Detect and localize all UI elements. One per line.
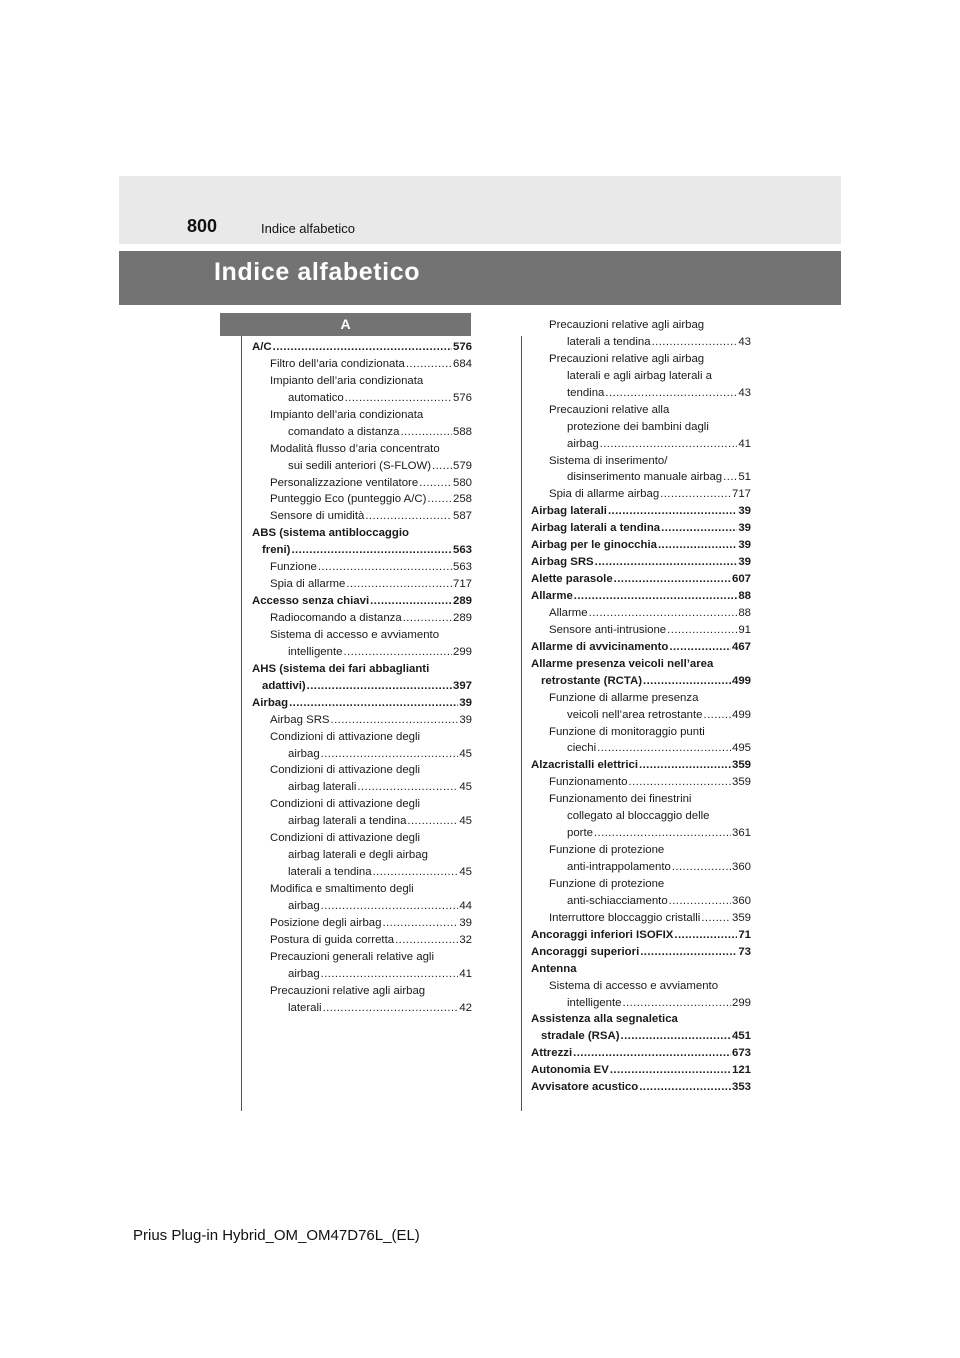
- index-entry: [531, 842, 751, 859]
- leader-dots: [357, 779, 458, 796]
- index-entry-text: anti-schiacciamento: [567, 894, 668, 907]
- index-entry-text: laterali a tendina: [288, 866, 372, 879]
- index-entry-page: 467: [731, 640, 751, 653]
- leader-dots: [669, 639, 731, 656]
- leader-dots: [674, 927, 737, 944]
- index-entry: [531, 385, 751, 402]
- index-entry-page: 397: [452, 679, 472, 692]
- index-entry-page: 43: [738, 335, 751, 348]
- index-entry: [252, 491, 472, 508]
- index-entry-text: Condizioni di attivazione degli: [270, 798, 421, 811]
- leader-dots: [318, 559, 452, 576]
- index-entry: [252, 949, 472, 966]
- leader-dots: [291, 542, 452, 559]
- index-entry-text: airbag: [288, 747, 320, 760]
- index-entry-text: Precauzioni relative agli airbag: [549, 352, 705, 365]
- index-entry: [531, 419, 751, 436]
- index-entry-text: protezione dei bambini dagli: [567, 420, 709, 433]
- index-entry-text: comandato a distanza: [288, 425, 400, 438]
- index-entry: [531, 436, 751, 453]
- index-entry: [252, 813, 472, 830]
- leader-dots: [573, 1045, 731, 1062]
- index-entry-text: Airbag laterali a tendina: [531, 522, 661, 535]
- index-entry: [252, 881, 472, 898]
- index-entry: [531, 893, 751, 910]
- index-entry-page: 88: [738, 606, 751, 619]
- index-entry-page: 299: [452, 645, 472, 658]
- index-entry-page: 258: [452, 493, 472, 506]
- index-entry-page: 576: [452, 341, 472, 353]
- leader-dots: [395, 932, 458, 949]
- index-entry-text: Precauzioni relative agli airbag: [549, 319, 705, 331]
- index-entry-text: freni): [262, 544, 291, 557]
- index-entry-page: 39: [738, 522, 751, 535]
- leader-dots: [639, 757, 731, 774]
- index-entry-page: 51: [738, 471, 751, 484]
- index-entry-text: Sensore di umidità: [270, 510, 365, 523]
- index-entry: [531, 520, 751, 537]
- index-entry: [531, 537, 751, 554]
- index-entry: [252, 966, 472, 983]
- leader-dots: [323, 1000, 459, 1017]
- index-entry-text: Ancoraggi superiori: [531, 945, 640, 958]
- index-entry: [531, 334, 751, 351]
- leader-dots: [597, 740, 731, 757]
- index-entry: [252, 695, 472, 712]
- index-entry-text: Alette parasole: [531, 573, 613, 586]
- index-entry-text: Sistema di accesso e avviamento: [549, 979, 719, 992]
- index-entry-page: 45: [459, 815, 472, 828]
- index-entry: [531, 486, 751, 503]
- index-entry-page: 73: [738, 945, 751, 958]
- index-entry-text: Funzione di protezione: [549, 844, 665, 857]
- index-entry: [252, 356, 472, 373]
- index-entry-page: 39: [459, 916, 472, 929]
- index-entry: [531, 656, 751, 673]
- index-entry-text: Impianto dell’aria condizionata: [270, 374, 424, 387]
- leader-dots: [343, 644, 452, 661]
- leader-dots: [622, 995, 731, 1012]
- index-entry-text: Assistenza alla segnaletica: [531, 1013, 678, 1026]
- leader-dots: [621, 1028, 731, 1045]
- index-entry: [252, 712, 472, 729]
- page-title: Indice alfabetico: [214, 258, 421, 286]
- index-entry: [252, 746, 472, 763]
- index-entry-text: Sensore anti-intrusione: [549, 623, 667, 636]
- leader-dots: [669, 893, 731, 910]
- index-entry-text: Funzione di monitoraggio punti: [549, 725, 705, 738]
- index-entry-text: airbag: [288, 967, 320, 980]
- leader-dots: [723, 469, 737, 486]
- index-entry-text: laterali: [288, 1001, 322, 1014]
- index-entry: [531, 605, 751, 622]
- index-entry-text: anti-intrappolamento: [567, 861, 671, 873]
- index-entry-text: airbag laterali: [288, 781, 357, 794]
- index-entry: [531, 639, 751, 656]
- index-entry: [252, 796, 472, 813]
- index-entry-text: laterali a tendina: [567, 335, 651, 348]
- leader-dots: [652, 334, 738, 351]
- index-entry: [531, 910, 751, 927]
- index-entry-page: 289: [452, 612, 472, 624]
- index-entry: [252, 847, 472, 864]
- leader-dots: [594, 825, 731, 842]
- index-entry-text: Precauzioni relative agli airbag: [270, 984, 426, 997]
- index-entry-page: 42: [459, 1001, 472, 1014]
- index-entry-text: Condizioni di attivazione degli: [270, 832, 421, 845]
- index-entry: [252, 661, 472, 678]
- leader-dots: [370, 593, 452, 610]
- index-entry: [531, 774, 751, 791]
- index-entry-page: 39: [459, 713, 472, 726]
- index-entry-text: airbag laterali a tendina: [288, 815, 407, 828]
- index-entry-text: Radiocomando a distanza: [270, 612, 402, 624]
- index-entry: [531, 1062, 751, 1079]
- index-entry: [252, 983, 472, 1000]
- index-entry-text: Airbag per le ginocchia: [531, 539, 657, 552]
- index-entry-page: 361: [731, 827, 751, 840]
- index-entry: [252, 762, 472, 779]
- index-entry: [531, 317, 751, 334]
- index-entry-text: Allarme: [549, 606, 588, 619]
- index-entry-text: adattivi): [262, 679, 306, 692]
- index-entry-page: 684: [452, 357, 472, 370]
- index-entry-text: Funzione di allarme presenza: [549, 691, 699, 704]
- index-entry-text: Modalità flusso d’aria concentrato: [270, 442, 440, 455]
- index-entry: [252, 627, 472, 644]
- index-entry-page: 588: [452, 425, 472, 438]
- index-entry-page: 39: [738, 505, 751, 518]
- leader-dots: [595, 554, 738, 571]
- index-entry-page: 45: [459, 866, 472, 879]
- index-entry-text: Impianto dell’aria condizionata: [270, 408, 424, 421]
- index-entry-page: 39: [738, 556, 751, 569]
- index-entry: [531, 368, 751, 385]
- index-entry-text: Sistema di accesso e avviamento: [270, 628, 440, 641]
- leader-dots: [701, 910, 731, 927]
- leader-dots: [605, 385, 737, 402]
- index-entry: [531, 622, 751, 639]
- index-entry-text: Funzione di protezione: [549, 877, 665, 890]
- index-entry-text: Alzacristalli elettrici: [531, 759, 638, 772]
- index-entry-page: 499: [731, 674, 751, 687]
- leader-dots: [321, 746, 459, 763]
- leader-dots: [608, 503, 737, 520]
- index-entry: [531, 402, 751, 419]
- index-entry: [531, 825, 751, 842]
- index-entry: [252, 458, 472, 475]
- index-entry: [531, 1011, 751, 1028]
- index-entry: [531, 944, 751, 961]
- index-entry: [252, 390, 472, 407]
- index-entry-text: tendina: [567, 386, 605, 399]
- index-entry: [252, 864, 472, 881]
- index-entry-text: Filtro dell’aria condizionata: [270, 357, 405, 370]
- index-entry: [252, 644, 472, 661]
- index-entry-text: airbag laterali e degli airbag: [288, 849, 428, 862]
- index-entry: [252, 593, 472, 610]
- index-entry: [531, 571, 751, 588]
- index-entry-text: sui sedili anteriori (S-FLOW): [288, 459, 432, 472]
- index-entry: [252, 932, 472, 949]
- index-entry-text: Personalizzazione ventilatore: [270, 476, 419, 489]
- leader-dots: [600, 436, 738, 453]
- index-entry: [531, 1045, 751, 1062]
- index-entry-text: Autonomia EV: [531, 1064, 609, 1077]
- index-entry: [252, 475, 472, 492]
- leader-dots: [345, 390, 452, 407]
- leader-dots: [407, 813, 458, 830]
- index-entry: [531, 1028, 751, 1045]
- index-entry: [252, 441, 472, 458]
- index-entry-page: 576: [452, 391, 472, 404]
- index-entry-text: Airbag SRS: [270, 713, 330, 726]
- leader-dots: [660, 486, 731, 503]
- index-column-left: [252, 339, 472, 1017]
- index-entry-page: 717: [452, 578, 472, 591]
- index-entry-text: automatico: [288, 391, 344, 404]
- leader-dots: [643, 673, 731, 690]
- index-entry-text: Funzione: [270, 561, 317, 574]
- leader-dots: [432, 458, 452, 475]
- index-entry: [252, 898, 472, 915]
- index-entry-text: Postura di guida corretta: [270, 933, 395, 946]
- left-column-divider: [241, 336, 242, 1111]
- index-entry-text: Condizioni di attivazione degli: [270, 730, 421, 743]
- index-entry: [531, 808, 751, 825]
- index-entry-text: Antenna: [531, 962, 577, 975]
- index-entry-page: 353: [731, 1081, 751, 1094]
- index-entry-page: 39: [459, 696, 472, 709]
- index-entry: [531, 503, 751, 520]
- index-entry: [531, 978, 751, 995]
- index-entry: [252, 729, 472, 746]
- index-entry-text: laterali e agli airbag laterali a: [567, 369, 712, 382]
- index-entry-text: collegato al bloccaggio delle: [567, 810, 710, 823]
- leader-dots: [365, 508, 452, 525]
- index-entry-text: porte: [567, 827, 593, 840]
- index-entry-text: Airbag laterali: [531, 505, 607, 518]
- index-entry-text: intelligente: [567, 996, 622, 1009]
- index-entry-text: Sistema di inserimento/: [549, 454, 668, 467]
- index-entry-page: 580: [452, 476, 472, 489]
- leader-dots: [658, 537, 737, 554]
- index-entry: [252, 373, 472, 390]
- page-number: 800: [187, 216, 218, 236]
- index-entry-page: 39: [738, 539, 751, 552]
- index-entry-page: 499: [731, 708, 751, 721]
- index-entry: [531, 554, 751, 571]
- index-entry: [252, 915, 472, 932]
- index-entry-text: A/C: [252, 341, 272, 353]
- leader-dots: [346, 576, 452, 593]
- index-entry: [531, 724, 751, 741]
- index-entry-page: 121: [731, 1064, 751, 1077]
- index-entry-page: 41: [738, 437, 751, 450]
- leader-dots: [614, 571, 731, 588]
- leader-dots: [406, 356, 452, 373]
- index-entry-page: 88: [738, 590, 751, 602]
- index-entry: [252, 830, 472, 847]
- header-band: [119, 176, 841, 244]
- index-entry: [252, 1000, 472, 1017]
- index-entry: [252, 559, 472, 576]
- index-entry: [252, 339, 472, 356]
- index-entry-text: Ancoraggi inferiori ISOFIX: [531, 928, 674, 941]
- leader-dots: [639, 1079, 731, 1096]
- index-entry: [531, 690, 751, 707]
- leader-dots: [289, 695, 458, 712]
- footer-document-id: Prius Plug-in Hybrid_OM_OM47D76L_(EL): [133, 1227, 420, 1244]
- index-entry: [531, 740, 751, 757]
- leader-dots: [589, 605, 738, 622]
- index-entry-text: airbag: [567, 437, 599, 450]
- index-entry-text: Airbag SRS: [531, 556, 594, 569]
- index-entry: [531, 859, 751, 876]
- index-entry-text: Airbag: [252, 696, 289, 709]
- index-entry-text: Interruttore bloccaggio cristalli: [549, 911, 701, 924]
- index-entry: [531, 351, 751, 368]
- leader-dots: [661, 520, 737, 537]
- leader-dots: [667, 622, 737, 639]
- index-entry: [252, 407, 472, 424]
- index-entry-text: Accesso senza chiavi: [252, 595, 370, 608]
- index-entry: [252, 542, 472, 559]
- index-entry: [252, 576, 472, 593]
- index-entry: [252, 779, 472, 796]
- index-entry-page: 289: [452, 595, 472, 608]
- leader-dots: [672, 859, 731, 876]
- right-column-divider: [521, 336, 522, 1111]
- index-entry-page: 41: [459, 967, 472, 980]
- index-entry-text: Allarme di avvicinamento: [531, 640, 669, 653]
- index-entry-page: 607: [731, 573, 751, 586]
- index-entry-page: 43: [738, 386, 751, 399]
- index-entry: [531, 961, 751, 978]
- index-entry-text: airbag: [288, 899, 320, 912]
- index-entry: [531, 927, 751, 944]
- index-entry-text: Precauzioni relative alla: [549, 403, 670, 416]
- leader-dots: [427, 491, 452, 508]
- index-entry-text: Condizioni di attivazione degli: [270, 764, 421, 777]
- index-entry-page: 673: [731, 1047, 751, 1060]
- index-entry-page: 587: [452, 510, 472, 523]
- index-entry-text: ABS (sistema antibloccaggio: [252, 527, 409, 540]
- index-entry-text: Posizione degli airbag: [270, 916, 382, 929]
- index-entry-page: 299: [731, 996, 751, 1009]
- index-entry: [252, 508, 472, 525]
- index-entry-page: 360: [731, 861, 751, 873]
- leader-dots: [400, 424, 452, 441]
- leader-dots: [610, 1062, 731, 1079]
- leader-dots: [321, 898, 459, 915]
- index-entry-text: Allarme: [531, 590, 573, 602]
- leader-dots: [574, 588, 738, 605]
- index-entry-page: 360: [731, 894, 751, 907]
- index-entry-page: 91: [738, 623, 751, 636]
- index-entry: [531, 791, 751, 808]
- index-entry: [531, 707, 751, 724]
- index-entry-text: Spia di allarme airbag: [549, 488, 660, 501]
- leader-dots: [403, 610, 452, 627]
- index-entry-page: 44: [459, 899, 472, 912]
- index-entry-text: veicoli nell’area retrostante: [567, 708, 703, 721]
- index-entry-page: 359: [731, 759, 751, 772]
- index-entry: [531, 995, 751, 1012]
- index-entry-page: 359: [731, 911, 751, 924]
- running-title: Indice alfabetico: [261, 221, 355, 236]
- index-entry: [252, 610, 472, 627]
- index-entry-text: ciechi: [567, 742, 597, 755]
- leader-dots: [640, 944, 737, 961]
- index-entry-page: 563: [452, 561, 472, 574]
- leader-dots: [629, 774, 731, 791]
- index-entry-page: 45: [459, 747, 472, 760]
- index-entry-page: 32: [459, 933, 472, 946]
- index-entry-text: Punteggio Eco (punteggio A/C): [270, 493, 427, 506]
- leader-dots: [704, 707, 731, 724]
- leader-dots: [419, 475, 452, 492]
- index-entry-page: 71: [738, 928, 751, 941]
- index-entry-page: 579: [452, 459, 472, 472]
- index-entry-text: Precauzioni generali relative agli: [270, 950, 434, 963]
- leader-dots: [382, 915, 458, 932]
- index-entry-page: 495: [731, 742, 751, 755]
- index-entry-page: 717: [731, 488, 751, 501]
- leader-dots: [307, 678, 452, 695]
- leader-dots: [321, 966, 459, 983]
- index-entry: [531, 673, 751, 690]
- index-entry: [531, 453, 751, 470]
- leader-dots: [273, 339, 452, 356]
- index-entry-page: 45: [459, 781, 472, 794]
- index-entry-text: Modifica e smaltimento degli: [270, 883, 414, 895]
- index-entry: [252, 678, 472, 695]
- index-entry-page: 563: [452, 544, 472, 557]
- index-entry-text: stradale (RSA): [541, 1030, 620, 1043]
- index-entry-page: 451: [731, 1030, 751, 1043]
- index-entry-text: disinserimento manuale airbag: [567, 471, 723, 484]
- index-entry-text: Spia di allarme: [270, 578, 346, 591]
- index-column-right: [531, 317, 751, 1096]
- index-entry: [531, 876, 751, 893]
- index-entry: [252, 424, 472, 441]
- index-entry-text: AHS (sistema dei fari abbaglianti: [252, 662, 430, 675]
- index-entry-page: 359: [731, 776, 751, 789]
- index-entry-text: intelligente: [288, 645, 343, 658]
- index-entry: [531, 757, 751, 774]
- index-entry-text: Funzionamento: [549, 776, 628, 789]
- index-entry: [531, 469, 751, 486]
- leader-dots: [331, 712, 459, 729]
- index-entry: [252, 525, 472, 542]
- index-entry-text: retrostante (RCTA): [541, 674, 643, 687]
- section-letter: A: [340, 316, 351, 332]
- index-entry-text: Funzionamento dei finestrini: [549, 793, 692, 806]
- index-entry-text: Avvisatore acustico: [531, 1081, 639, 1094]
- index-entry-text: Attrezzi: [531, 1047, 573, 1060]
- index-entry: [531, 588, 751, 605]
- index-entry-text: Allarme presenza veicoli nell’area: [531, 657, 714, 670]
- leader-dots: [373, 864, 459, 881]
- index-entry: [531, 1079, 751, 1096]
